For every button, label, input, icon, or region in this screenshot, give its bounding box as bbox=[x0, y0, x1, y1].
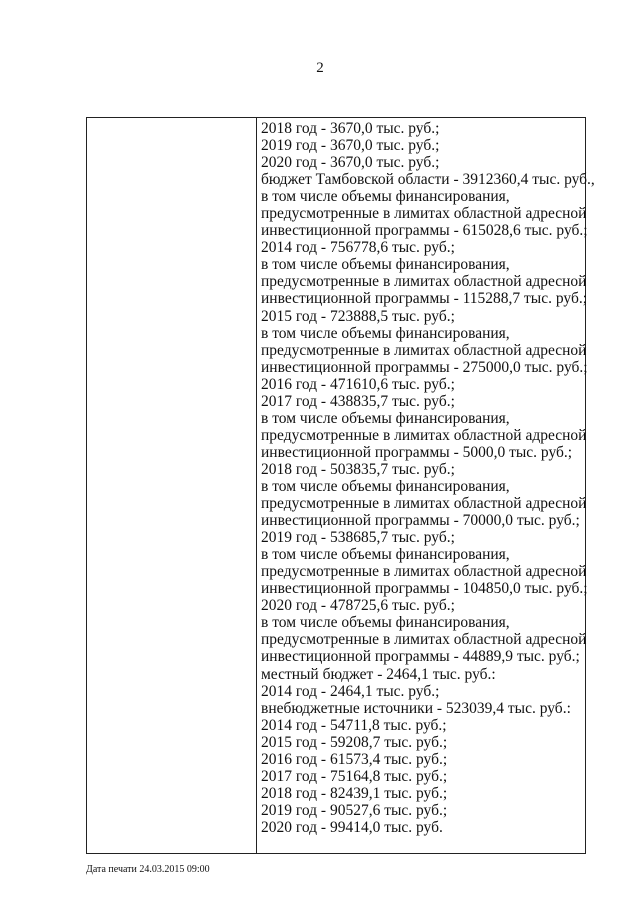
financing-line: в том числе объемы финансирования, bbox=[261, 477, 510, 495]
print-date-footer: Дата печати 24.03.2015 09:00 bbox=[86, 864, 210, 875]
financing-line: 2014 год - 2464,1 тыс. руб.; bbox=[261, 682, 440, 700]
financing-details-cell bbox=[261, 120, 595, 836]
financing-line: 2020 год - 3670,0 тыс. руб.; bbox=[261, 154, 440, 172]
financing-line: инвестиционной программы - 104850,0 тыс. руб.; bbox=[261, 580, 588, 598]
financing-line: предусмотренные в лимитах областной адресной bbox=[261, 631, 587, 649]
financing-line: 2015 год - 723888,5 тыс. руб.; bbox=[261, 307, 455, 325]
financing-line: предусмотренные в лимитах областной адресной bbox=[261, 341, 587, 359]
column-divider bbox=[256, 118, 257, 853]
financing-line: предусмотренные в лимитах областной адресной bbox=[261, 273, 587, 291]
financing-line: инвестиционной программы - 5000,0 тыс. руб.; bbox=[261, 443, 573, 461]
financing-line: в том числе объемы финансирования, bbox=[261, 614, 510, 632]
financing-table bbox=[86, 117, 595, 854]
financing-line: инвестиционной программы - 44889,9 тыс. руб.; bbox=[261, 648, 580, 666]
financing-line: 2019 год - 3670,0 тыс. руб.; bbox=[261, 137, 440, 155]
page-number: 2 bbox=[316, 60, 324, 76]
financing-line: 2016 год - 61573,4 тыс. руб.; bbox=[261, 750, 448, 768]
financing-line: местный бюджет - 2464,1 тыс. руб.: bbox=[261, 665, 496, 683]
financing-line: 2020 год - 478725,6 тыс. руб.; bbox=[261, 597, 455, 615]
financing-line: предусмотренные в лимитах областной адресной bbox=[261, 426, 587, 444]
financing-line: 2018 год - 503835,7 тыс. руб.; bbox=[261, 460, 455, 478]
financing-line: инвестиционной программы - 70000,0 тыс. руб.; bbox=[261, 512, 580, 530]
financing-line: 2019 год - 538685,7 тыс. руб.; bbox=[261, 529, 455, 547]
financing-line: 2019 год - 90527,6 тыс. руб.; bbox=[261, 801, 448, 819]
financing-line: предусмотренные в лимитах областной адресной bbox=[261, 563, 587, 581]
financing-line: инвестиционной программы - 615028,6 тыс. руб.; bbox=[261, 222, 588, 240]
financing-line: 2020 год - 99414,0 тыс. руб. bbox=[261, 818, 443, 836]
financing-line: бюджет Тамбовской области - 3912360,4 тыс. руб., bbox=[261, 171, 595, 189]
financing-line: 2016 год - 471610,6 тыс. руб.; bbox=[261, 375, 455, 393]
financing-line: инвестиционной программы - 275000,0 тыс. руб.; bbox=[261, 358, 588, 376]
financing-line: в том числе объемы финансирования, bbox=[261, 409, 510, 427]
financing-line: в том числе объемы финансирования, bbox=[261, 324, 510, 342]
financing-line: предусмотренные в лимитах областной адресной bbox=[261, 495, 587, 513]
financing-line: в том числе объемы финансирования, bbox=[261, 188, 510, 206]
financing-line: в том числе объемы финансирования, bbox=[261, 256, 510, 274]
financing-line: в том числе объемы финансирования, bbox=[261, 546, 510, 564]
financing-line: внебюджетные источники - 523039,4 тыс. руб.: bbox=[261, 699, 571, 717]
financing-line: 2017 год - 438835,7 тыс. руб.; bbox=[261, 392, 455, 410]
financing-line: 2018 год - 82439,1 тыс. руб.; bbox=[261, 784, 448, 802]
financing-line: 2015 год - 59208,7 тыс. руб.; bbox=[261, 733, 448, 751]
financing-line: 2017 год - 75164,8 тыс. руб.; bbox=[261, 767, 448, 785]
financing-line: 2014 год - 54711,8 тыс. руб.; bbox=[261, 716, 447, 734]
financing-line: 2018 год - 3670,0 тыс. руб.; bbox=[261, 120, 440, 137]
financing-line: инвестиционной программы - 115288,7 тыс. руб.; bbox=[261, 290, 588, 308]
financing-line: 2014 год - 756778,6 тыс. руб.; bbox=[261, 239, 455, 257]
financing-line: предусмотренные в лимитах областной адресной bbox=[261, 205, 587, 223]
